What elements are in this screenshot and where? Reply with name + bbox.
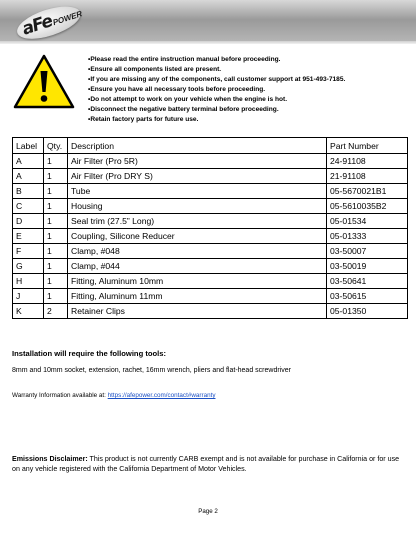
cell-qty: 2 — [44, 304, 68, 319]
header-part-number: Part Number — [327, 138, 408, 154]
warranty-line — [12, 392, 215, 399]
logo-text-main: aFe — [19, 11, 55, 40]
cell-label: A — [13, 154, 44, 169]
table-header-row — [13, 138, 408, 154]
cell-qty: 1 — [44, 199, 68, 214]
cell-label: J — [13, 289, 44, 304]
cell-part-number: 05-01350 — [327, 304, 408, 319]
header-label: Label — [13, 138, 44, 154]
table-row — [13, 289, 408, 304]
warning-item: • Disconnect the negative battery terminal before proceeding. — [88, 105, 345, 115]
cell-part-number: 03-50641 — [327, 274, 408, 289]
cell-description: Retainer Clips — [68, 304, 327, 319]
table-row — [13, 274, 408, 289]
warning-list — [88, 55, 345, 125]
cell-label: F — [13, 244, 44, 259]
table-row — [13, 184, 408, 199]
table-row — [13, 154, 408, 169]
parts-table — [12, 137, 408, 319]
header-qty: Qty. — [44, 138, 68, 154]
cell-qty: 1 — [44, 169, 68, 184]
cell-qty: 1 — [44, 154, 68, 169]
table-row — [13, 169, 408, 184]
cell-description: Fitting, Aluminum 10mm — [68, 274, 327, 289]
cell-qty: 1 — [44, 274, 68, 289]
installation-heading: Installation will require the following tools: — [12, 349, 166, 358]
emissions-text: This product is not currently CARB exempt and is not available for purchase in California or for use on any vehicle registered with the California Department of Motor Vehicles. — [12, 455, 400, 473]
cell-qty: 1 — [44, 184, 68, 199]
warning-item: • Retain factory parts for future use. — [88, 115, 345, 125]
cell-qty: 1 — [44, 289, 68, 304]
installation-tools: 8mm and 10mm socket, extension, rachet, 16mm wrench, pliers and flat-head screwdriver — [12, 367, 291, 374]
cell-label: H — [13, 274, 44, 289]
warranty-prefix: Warranty Information available at: — [12, 392, 108, 399]
cell-description: Coupling, Silicone Reducer — [68, 229, 327, 244]
cell-label: A — [13, 169, 44, 184]
cell-part-number: 05-5610035B2 — [327, 199, 408, 214]
cell-label: G — [13, 259, 44, 274]
page-number: Page 2 — [198, 508, 218, 515]
table-row — [13, 244, 408, 259]
cell-qty: 1 — [44, 259, 68, 274]
cell-label: D — [13, 214, 44, 229]
cell-description: Air Filter (Pro 5R) — [68, 154, 327, 169]
cell-part-number: 21-91108 — [327, 169, 408, 184]
warning-item: • If you are missing any of the components, call customer support at 951-493-7185. — [88, 75, 345, 85]
cell-qty: 1 — [44, 214, 68, 229]
cell-part-number: 05-01534 — [327, 214, 408, 229]
cell-description: Air Filter (Pro DRY S) — [68, 169, 327, 184]
warning-item: • Ensure all components listed are present. — [88, 65, 345, 75]
warning-icon — [13, 54, 75, 110]
table-row — [13, 229, 408, 244]
cell-part-number: 05-5670021B1 — [327, 184, 408, 199]
cell-qty: 1 — [44, 244, 68, 259]
cell-qty: 1 — [44, 229, 68, 244]
cell-label: E — [13, 229, 44, 244]
cell-description: Clamp, #048 — [68, 244, 327, 259]
table-row — [13, 199, 408, 214]
table-row — [13, 214, 408, 229]
warning-item: • Do not attempt to work on your vehicle when the engine is hot. — [88, 95, 345, 105]
cell-description: Clamp, #044 — [68, 259, 327, 274]
emissions-label: Emissions Disclaimer: — [12, 455, 88, 463]
warning-item: • Please read the entire instruction manual before proceeding. — [88, 55, 345, 65]
cell-description: Seal trim (27.5” Long) — [68, 214, 327, 229]
cell-description: Fitting, Aluminum 11mm — [68, 289, 327, 304]
afe-power-logo — [12, 0, 89, 50]
cell-description: Housing — [68, 199, 327, 214]
logo-text-sub: POWER — [51, 9, 84, 28]
cell-label: B — [13, 184, 44, 199]
table-row — [13, 304, 408, 319]
cell-part-number: 03-50019 — [327, 259, 408, 274]
table-row — [13, 259, 408, 274]
cell-label: K — [13, 304, 44, 319]
cell-part-number: 05-01333 — [327, 229, 408, 244]
cell-description: Tube — [68, 184, 327, 199]
header-description: Description — [68, 138, 327, 154]
cell-part-number: 24-91108 — [327, 154, 408, 169]
cell-part-number: 03-50007 — [327, 244, 408, 259]
cell-label: C — [13, 199, 44, 214]
cell-part-number: 03-50615 — [327, 289, 408, 304]
warning-item: • Ensure you have all necessary tools before proceeding. — [88, 85, 345, 95]
header-bar — [0, 0, 416, 44]
emissions-disclaimer — [12, 454, 404, 474]
warranty-link[interactable]: https://afepower.com/contact#warranty — [107, 392, 216, 399]
